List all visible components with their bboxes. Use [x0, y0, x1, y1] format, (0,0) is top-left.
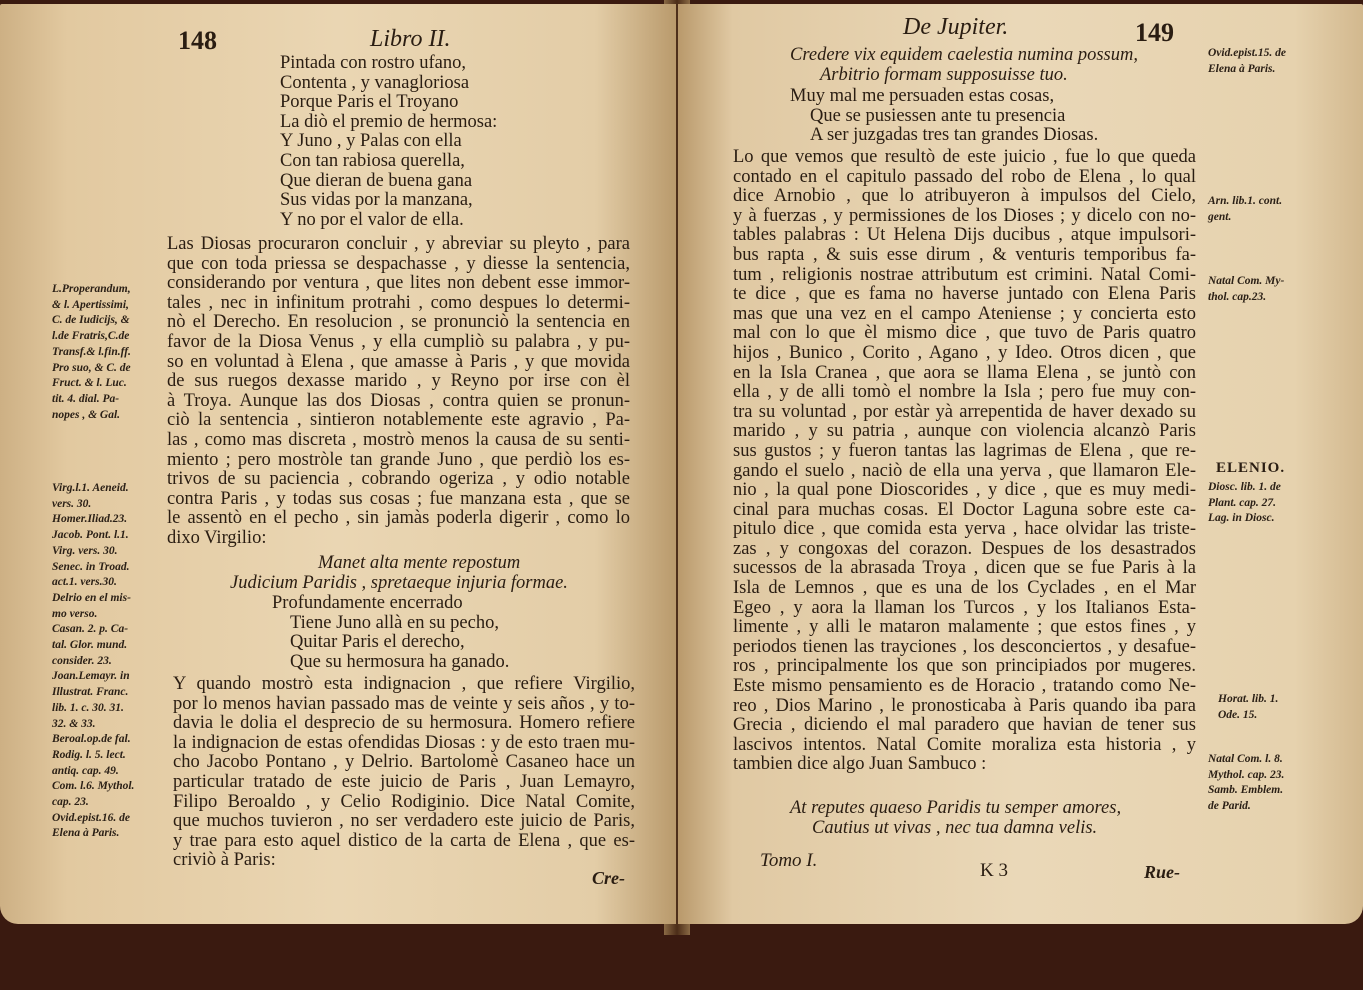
margin-note-line: Fruct. & l. Luc. — [52, 377, 127, 390]
running-head-right: De Jupiter. — [903, 14, 1009, 40]
verse-line: Que su hermosura ha ganado. — [290, 651, 510, 672]
prose-line: que con toda priessa se despachasse , y diesse la sentencia, — [167, 253, 630, 274]
margin-note-line: Com. l.6. Mythol. — [52, 780, 135, 793]
catchword-right: Rue- — [1144, 862, 1180, 882]
prose-line: ella , y de alli tomò el nombre la Isla ; pero fue muy con- — [733, 382, 1196, 403]
margin-note-line: Transf.& l.fin.ff. — [52, 345, 131, 358]
prose-line: dice Arnobio , que lo atribuyeron à impulsos del Cielo, — [733, 186, 1196, 207]
prose-line: mas que una vez en el campo Ateniense ; y concierta esto — [733, 303, 1196, 324]
latin-distich — [790, 46, 1138, 85]
page-number-right: 149 — [1135, 18, 1174, 47]
margin-note-line: Elena à Paris. — [52, 827, 120, 840]
margin-note-line: tit. 4. dial. Pa- — [52, 392, 120, 405]
margin-note-horacio — [1218, 692, 1278, 723]
prose-line: cho Jacobo Pontano , y Delrio. Bartolomè Casaneo hace un — [173, 752, 635, 773]
margin-note-line: cap. 23. — [52, 796, 89, 809]
prose-line: Las Diosas procuraron concluir , y abreviar su pleyto , para — [167, 234, 630, 254]
prose-line: y trae para esto aquel distico de la carta de Elena , que es- — [173, 830, 635, 851]
margin-note-line: Natal Com. l. 8. — [1208, 753, 1283, 765]
prose-line: Grecia , diciendo el mal paradero que havian de tener sus — [733, 715, 1196, 736]
prose-line: considerando por ventura , que lites non debent esse immor- — [167, 273, 630, 294]
prose-line: lascivos intentos. Natal Comite moraliza esta historia , y — [733, 734, 1196, 755]
prose-line: Isla de Lemnos , que es una de los Cyclades , en el Mar — [733, 578, 1196, 599]
page-number-left: 148 — [178, 26, 217, 55]
prose-line: tra su voluntad , por estàr yà arrepentida de haver dexado su — [733, 401, 1196, 422]
margin-notes-sources — [52, 481, 134, 842]
verse-line: Con tan rabiosa querella, — [280, 150, 465, 171]
prose-line: trivos de su paciencia , cobrando ogeriza , y odio notable — [167, 469, 630, 490]
margin-note-line: lib. 1. c. 30. 31. — [52, 701, 124, 714]
margin-note-line: Homer.Iliad.23. — [52, 513, 128, 526]
margin-note-line: Rodig. l. 5. lect. — [52, 748, 126, 761]
prose-line: tables palabras : Ut Helena Dijs ducibus , atque impulsori- — [733, 225, 1196, 246]
catchword-left: Cre- — [592, 868, 625, 888]
signature-mark: K 3 — [980, 860, 1008, 881]
prose-block-right — [733, 148, 1196, 775]
prose-line: tambien dice algo Juan Sambuco : — [733, 754, 987, 775]
prose-line: contra Paris , y todas sus cosas ; fue manzana esta , que se — [167, 488, 630, 509]
prose-line: cinal para muchas cosas. El Doctor Laguna sobre este ca- — [733, 499, 1196, 520]
verse-line: Que se pusiessen ante tu presencia — [810, 105, 1066, 126]
verse-line: Y no por el valor de ella. — [280, 209, 464, 230]
prose-line: por lo menos havian passado mas de veinte y seis años , y to- — [173, 693, 635, 714]
prose-line: so en voluntad à Elena , que amasse à Paris , y que movida — [167, 351, 630, 372]
margin-note-line: 32. & 33. — [52, 717, 96, 730]
margin-note-line: Samb. Emblem. — [1208, 784, 1284, 797]
prose-line: pitulo dice , que comida esta yerva , hace olvidar las triste- — [733, 519, 1196, 540]
prose-line: periodos tienen las trayciones , los desconciertos , y desafue- — [733, 636, 1196, 657]
margin-note-line: Delrio en el mis- — [52, 591, 131, 604]
margin-heading-elenio: ELENIO. — [1216, 460, 1286, 476]
latin-line: Credere vix equidem caelestia numina possum, — [790, 45, 1138, 65]
prose-line: la indignacion de estas ofendidas Diosas : y de esto traen mu- — [173, 732, 635, 753]
prose-line: davia le dolia el desprecio de su hermosura. Homero refiere — [173, 713, 635, 734]
prose-line: nio , la qual pone Dioscorides , y dice , que es muy medi- — [733, 480, 1196, 501]
running-head-left: Libro II. — [370, 26, 451, 52]
margin-note-line: l.de Fratris,C.de — [52, 330, 130, 343]
margin-notes-legal — [52, 282, 131, 423]
verse-block-top — [280, 54, 497, 230]
latin-closing-distich — [790, 799, 1121, 838]
margin-note-line: C. de Iudicijs, & — [52, 314, 130, 327]
prose-line: tum , religionis nostrae attributum est crimini. Natal Comi- — [733, 264, 1196, 285]
left-page — [0, 4, 676, 924]
margin-note-line: L.Properandum, — [52, 283, 131, 295]
margin-note-natal-sambuco — [1208, 752, 1284, 815]
prose-line: marido , y su patria , aunque con violencia alcanzò Paris — [733, 421, 1196, 442]
latin-line: Arbitrio formam supposuisse tuo. — [820, 64, 1068, 85]
verse-block-mid — [272, 594, 509, 672]
prose-line: en la Isla Cranea , que aora se llama Elena , se juntò con — [733, 362, 1196, 383]
margin-note-arnobio — [1208, 194, 1282, 225]
prose-line: favor de la Diosa Venus , y ella cumpliò su palabra , y pu- — [167, 331, 630, 352]
margin-note-line: Natal Com. My- — [1208, 275, 1285, 287]
margin-note-line: Ovid.epist.16. de — [52, 811, 130, 824]
prose-line: limente , y alli le mataron malamente ; que estos fines , y — [733, 617, 1196, 638]
margin-note-line: Horat. lib. 1. — [1218, 693, 1279, 705]
prose-line: à Troya. Aunque las dos Diosas , contra quien se pronun- — [167, 390, 630, 411]
margin-note-line: Lag. in Diosc. — [1208, 512, 1275, 525]
footer-volume: Tomo I. — [760, 850, 818, 871]
latin-line: Judicium Paridis , spretaeque injuria formae. — [230, 572, 568, 593]
prose-line: bus rapta , & suis esse dirum , & venturis temporibus fa- — [733, 244, 1196, 265]
prose-line: Egeo , y aora la llaman los Turcos , y los Italianos Esta- — [733, 597, 1196, 618]
prose-line: zas , y congoxas del corazon. Despues de los desastrados — [733, 538, 1196, 559]
margin-note-natal — [1208, 274, 1284, 305]
margin-note-line: Illustrat. Franc. — [52, 686, 129, 699]
prose-line: reo , Dios Marino , le pronosticaba à Paris quando iba para — [733, 695, 1196, 716]
margin-note-elenio — [1208, 480, 1281, 527]
margin-note-line: Plant. cap. 27. — [1208, 496, 1277, 509]
verse-line: La diò el premio de hermosa: — [280, 111, 498, 132]
margin-note-line: Diosc. lib. 1. de — [1208, 481, 1281, 493]
prose-line: y à fuerzas , y permissiones de los Dioses ; y dicelo con no- — [733, 205, 1196, 226]
margin-note-line: vers. 30. — [52, 497, 92, 510]
prose-line: nò el Derecho. En resolucion , se pronunciò la sentencia en — [167, 312, 630, 333]
verse-line: Porque Paris el Troyano — [280, 92, 459, 113]
verse-line: Pintada con rostro ufano, — [280, 53, 466, 73]
margin-note-line: Casan. 2. p. Ca- — [52, 623, 129, 636]
prose-line: contado en el capitulo passado del robo de Elena , lo qual — [733, 166, 1196, 187]
margin-note-line: tal. Glor. mund. — [52, 639, 128, 652]
verse-line: Muy mal me persuaden estas cosas, — [790, 86, 1055, 106]
latin-line: At reputes quaeso Paridis tu semper amores, — [790, 798, 1122, 818]
prose-line: las , como mas discreta , mostrò menos la causa de su senti- — [167, 429, 630, 450]
prose-line: Y quando mostrò esta indignacion , que refiere Virgilio, — [173, 674, 635, 694]
margin-note-line: Jacob. Pont. l.1. — [52, 529, 129, 542]
prose-line: le assentò en el pecho , sin jamàs poderla digerir , como lo — [167, 508, 630, 529]
prose-line: te dice , que es fama no haverse juntado con Elena Paris — [733, 284, 1196, 305]
verse-line: Quitar Paris el derecho, — [290, 632, 465, 653]
prose-line: dixo Virgilio: — [167, 527, 267, 548]
margin-note-line: Ovid.epist.15. de — [1208, 47, 1286, 59]
margin-note-line: Pro suo, & C. de — [52, 361, 131, 374]
verse-line: Profundamente encerrado — [272, 593, 463, 613]
margin-note-line: Senec. in Troad. — [52, 560, 130, 573]
prose-line: particular tratado de este juicio de Paris , Juan Lemayro, — [173, 771, 635, 792]
prose-line: miento ; pero mostròle tan grande Juno , que perdiò los es- — [167, 449, 630, 470]
verse-line: Contenta , y vanagloriosa — [280, 72, 470, 93]
latin-line: Cautius ut vivas , nec tua damna velis. — [812, 817, 1098, 838]
margin-note-line: Ode. 15. — [1218, 708, 1258, 721]
prose-line: Filipo Beroaldo , y Celio Rodiginio. Dice Natal Comite, — [173, 791, 635, 812]
latin-quote — [230, 554, 568, 593]
prose-block-2 — [173, 675, 635, 871]
verse-line: Sus vidas por la manzana, — [280, 190, 473, 211]
margin-note-line: act.1. vers.30. — [52, 576, 117, 589]
prose-line: sucessos de la abrasada Troya , dicen que se fue Paris à la — [733, 558, 1196, 579]
margin-note-line: Joan.Lemayr. in — [52, 670, 130, 683]
margin-note-line: Virg.l.1. Aeneid. — [52, 482, 129, 494]
margin-note-line: nopes , & Gal. — [52, 408, 121, 421]
prose-line: Lo que vemos que resultò de este juicio , fue lo que queda — [733, 147, 1196, 167]
margin-note-line: Beroal.op.de fal. — [52, 733, 131, 746]
prose-line: gando el suelo , naciò de ella una yerva , que llamaron Ele- — [733, 460, 1196, 481]
prose-line: tales , nec in infinitum protrahi , como despues lo determi- — [167, 292, 630, 313]
margin-note-line: & l. Apertissimi, — [52, 298, 129, 311]
margin-note-line: Arn. lib.1. cont. — [1208, 195, 1283, 207]
margin-note-line: Virg. vers. 30. — [52, 544, 118, 557]
margin-note-line: Mythol. cap. 23. — [1208, 768, 1285, 781]
prose-line: criviò à Paris: — [173, 850, 276, 871]
prose-block-1 — [167, 235, 630, 549]
margin-note-line: mo verso. — [52, 607, 98, 620]
margin-note-line: gent. — [1208, 210, 1232, 223]
verse-line: Que dieran de buena gana — [280, 170, 473, 191]
verse-line: A ser juzgadas tres tan grandes Diosas. — [810, 125, 1099, 146]
prose-line: mal con lo que èl mismo dice , que tuvo de Paris quatro — [733, 323, 1196, 344]
right-page — [678, 4, 1363, 924]
prose-line: hijos , Bunico , Corito , Agano , y Ideo. Otros dicen , que — [733, 342, 1196, 363]
margin-note-line: de Parid. — [1208, 800, 1251, 813]
prose-line: Este mismo pensamiento es de Horacio , tratando como Ne- — [733, 676, 1196, 697]
prose-line: que muchos tuvieron , no ser verdadero este juicio de Paris, — [173, 811, 635, 832]
prose-line: sus gustos ; y fueron tantas las lagrimas de Elena , que re- — [733, 440, 1196, 461]
margin-note-line: consider. 23. — [52, 654, 112, 667]
margin-note-line: Elena à Paris. — [1208, 62, 1276, 75]
prose-line: ros , principalmente los que son principiados por mugeres. — [733, 656, 1196, 677]
verse-block-right — [790, 87, 1098, 146]
margin-note-line: thol. cap.23. — [1208, 290, 1267, 303]
verse-line: Tiene Juno allà en su pecho, — [290, 612, 499, 633]
margin-note-ovid — [1208, 46, 1286, 77]
prose-line: ciò la sentencia , sintieron notablemente este agravio , Pa- — [167, 410, 630, 431]
prose-line: de sus ruegos dexasse marido , y Reyno por irse con èl — [167, 371, 630, 392]
verse-line: Y Juno , y Palas con ella — [280, 131, 462, 152]
margin-note-line: antiq. cap. 49. — [52, 764, 119, 777]
latin-line: Manet alta mente repostum — [318, 553, 521, 573]
